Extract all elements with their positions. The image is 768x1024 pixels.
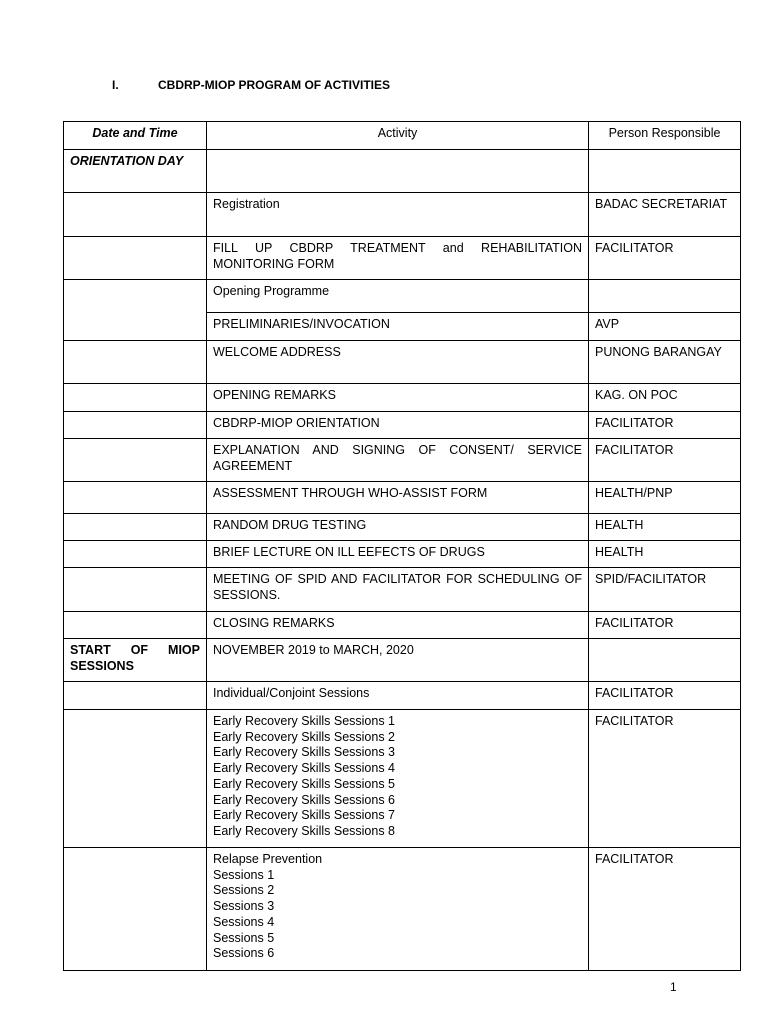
date-cell (64, 384, 207, 412)
table-row (64, 193, 741, 237)
activity-cell: WELCOME ADDRESS (207, 341, 589, 384)
list-item: Sessions 6 (213, 946, 275, 961)
person-cell: FACILITATOR (589, 612, 741, 639)
list-item: Early Recovery Skills Sessions 3 (213, 745, 396, 760)
person-cell: FACILITATOR (589, 412, 741, 439)
table-row (64, 541, 741, 568)
date-cell (64, 568, 207, 612)
activity-cell: MEETING OF SPID AND FACILITATOR FOR SCHEDULING OF SESSIONS. (207, 568, 589, 612)
section-heading (112, 78, 390, 92)
relapse-prevention-sessions (207, 848, 589, 971)
date-cell (64, 612, 207, 639)
program-table (63, 121, 741, 971)
table-row (64, 384, 741, 412)
date-cell (64, 682, 207, 710)
list-item: Sessions 4 (213, 914, 275, 929)
table-row (64, 412, 741, 439)
person-cell: PUNONG BARANGAY (589, 341, 741, 384)
person-cell: HEALTH (589, 514, 741, 541)
table-row (64, 612, 741, 639)
activity-cell: Individual/Conjoint Sessions (207, 682, 589, 710)
miop-period: NOVEMBER 2019 to MARCH, 2020 (207, 639, 589, 682)
list-item: Sessions 2 (213, 883, 275, 898)
table-row (64, 439, 741, 482)
table-row (64, 682, 741, 710)
activity-cell: FILL UP CBDRP TREATMENT and REHABILITATION MONITORING FORM (207, 237, 589, 280)
date-cell (64, 439, 207, 482)
activity-cell: PRELIMINARIES/INVOCATION (207, 313, 589, 341)
activity-cell: Registration (207, 193, 589, 237)
person-cell: SPID/FACILITATOR (589, 568, 741, 612)
section-title: CBDRP-MIOP PROGRAM OF ACTIVITIES (158, 78, 391, 92)
date-cell (64, 710, 207, 848)
date-cell (64, 412, 207, 439)
table-row (64, 341, 741, 384)
table-row (64, 237, 741, 280)
date-cell (64, 237, 207, 280)
activity-cell: CLOSING REMARKS (207, 612, 589, 639)
header-person-responsible: Person Responsible (589, 122, 741, 150)
date-cell (64, 280, 207, 341)
table-row (64, 568, 741, 612)
header-activity: Activity (207, 122, 589, 150)
person-cell: FACILITATOR (589, 848, 741, 971)
miop-start-label: START OF MIOP SESSIONS (64, 639, 207, 682)
person-cell (589, 639, 741, 682)
activity-cell: BRIEF LECTURE ON ILL EEFECTS OF DRUGS (207, 541, 589, 568)
list-item: Sessions 1 (213, 867, 275, 882)
list-item: Early Recovery Skills Sessions 2 (213, 729, 396, 744)
activity-cell: OPENING REMARKS (207, 384, 589, 412)
person-cell: AVP (589, 313, 741, 341)
person-cell (589, 150, 741, 193)
page-number: 1 (670, 980, 677, 994)
table-row (64, 482, 741, 514)
person-cell (589, 280, 741, 313)
list-item: Sessions 3 (213, 899, 275, 914)
activity-cell (207, 150, 589, 193)
section-number: I. (112, 78, 119, 92)
table-header-row (64, 122, 741, 150)
person-cell: FACILITATOR (589, 439, 741, 482)
date-cell (64, 514, 207, 541)
list-item: Sessions 5 (213, 930, 275, 945)
list-item: Early Recovery Skills Sessions 4 (213, 761, 396, 776)
person-cell: HEALTH/PNP (589, 482, 741, 514)
activity-cell: EXPLANATION AND SIGNING OF CONSENT/ SERVICE AGREEMENT (207, 439, 589, 482)
person-cell: BADAC SECRETARIAT (589, 193, 741, 237)
person-cell: FACILITATOR (589, 237, 741, 280)
date-cell (64, 848, 207, 971)
date-cell (64, 193, 207, 237)
person-cell: FACILITATOR (589, 682, 741, 710)
table-row (64, 514, 741, 541)
activity-cell: RANDOM DRUG TESTING (207, 514, 589, 541)
miop-start-row (64, 639, 741, 682)
list-item: Early Recovery Skills Sessions 8 (213, 823, 396, 838)
person-cell: FACILITATOR (589, 710, 741, 848)
early-recovery-sessions (207, 710, 589, 848)
activity-cell: CBDRP-MIOP ORIENTATION (207, 412, 589, 439)
person-cell: HEALTH (589, 541, 741, 568)
opening-programme-title: Opening Programme (207, 280, 589, 313)
list-item: Relapse Prevention (213, 852, 323, 866)
date-cell (64, 541, 207, 568)
early-recovery-row (64, 710, 741, 848)
date-cell (64, 341, 207, 384)
activity-cell: ASSESSMENT THROUGH WHO-ASSIST FORM (207, 482, 589, 514)
person-cell: KAG. ON POC (589, 384, 741, 412)
relapse-prevention-row (64, 848, 741, 971)
header-date-time: Date and Time (64, 122, 207, 150)
list-item: Early Recovery Skills Sessions 5 (213, 776, 396, 791)
list-item: Early Recovery Skills Sessions 1 (213, 714, 396, 728)
list-item: Early Recovery Skills Sessions 6 (213, 792, 396, 807)
orientation-day-label: ORIENTATION DAY (64, 150, 207, 193)
table-row (64, 280, 741, 313)
list-item: Early Recovery Skills Sessions 7 (213, 808, 396, 823)
orientation-day-row (64, 150, 741, 193)
date-cell (64, 482, 207, 514)
